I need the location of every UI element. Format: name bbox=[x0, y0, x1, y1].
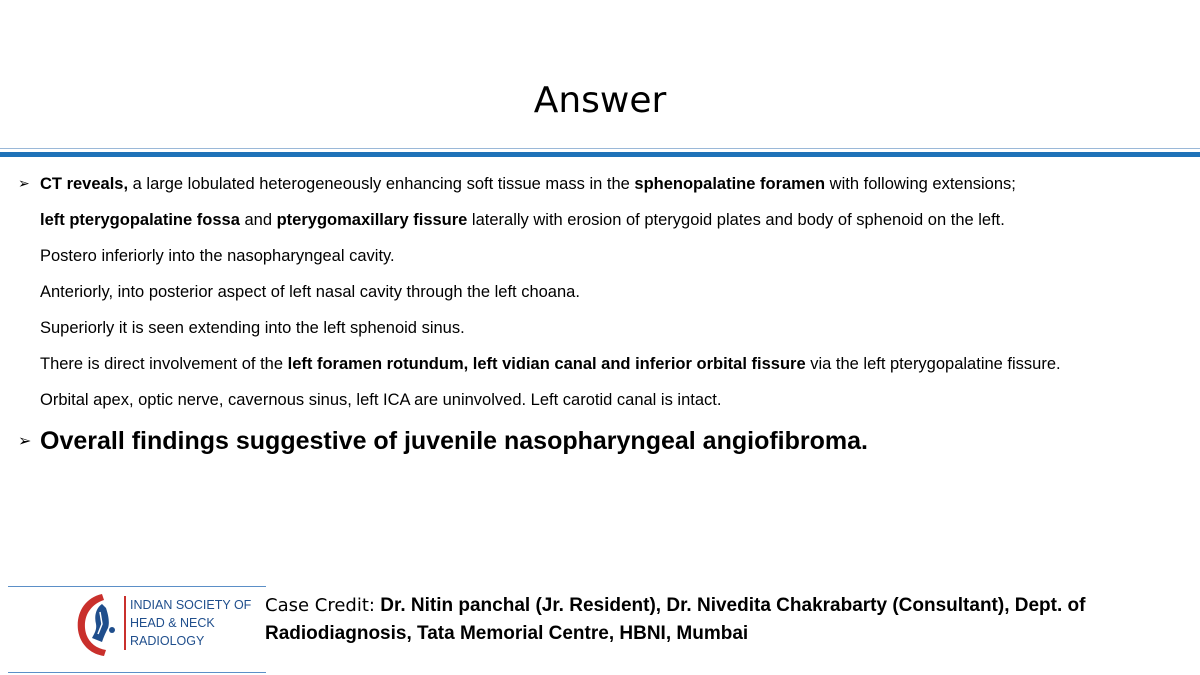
case-credit bbox=[265, 592, 1185, 648]
logo-line-3: RADIOLOGY bbox=[130, 634, 205, 648]
arrow-bullet-icon: ➢ bbox=[18, 176, 30, 192]
logo-line-2: HEAD & NECK bbox=[130, 616, 215, 630]
findings-line-3: Postero inferiorly into the nasopharyngeal cavity. bbox=[40, 247, 395, 265]
conclusion-bullet bbox=[18, 426, 1193, 456]
ct-reveals-label: CT reveals, bbox=[40, 175, 129, 193]
footer-divider-top bbox=[8, 586, 266, 587]
conclusion-text: Overall findings suggestive of juvenile nasopharyngeal angiofibroma. bbox=[40, 427, 868, 455]
findings-line-2: left pterygopalatine fossa and pterygomaxillary fissure laterally with erosion of pterygoid plates and body of sphenoid on the left. bbox=[40, 211, 1005, 229]
title-divider-thin bbox=[0, 148, 1200, 149]
case-credit-label: Case Credit: bbox=[265, 595, 375, 616]
findings-line-5: Superiorly it is seen extending into the left sphenoid sinus. bbox=[40, 319, 465, 337]
findings-line-6: There is direct involvement of the left foramen rotundum, left vidian canal and inferior orbital fissure via the left pterygopalatine fissure. bbox=[40, 355, 1061, 373]
findings-list bbox=[18, 172, 1193, 456]
society-logo bbox=[72, 590, 262, 660]
findings-line-7: Orbital apex, optic nerve, cavernous sinus, left ICA are uninvolved. Left carotid canal is intact. bbox=[40, 391, 722, 409]
logo-text bbox=[124, 596, 251, 650]
slide-title: Answer bbox=[533, 80, 667, 121]
logo-line-1: INDIAN SOCIETY OF bbox=[130, 598, 252, 612]
findings-line-4: Anteriorly, into posterior aspect of left nasal cavity through the left choana. bbox=[40, 283, 580, 301]
findings-bullet bbox=[18, 172, 1193, 208]
title-divider bbox=[0, 152, 1200, 157]
footer-divider-bottom bbox=[8, 672, 266, 673]
head-neck-profile-icon bbox=[72, 590, 124, 660]
arrow-bullet-icon: ➢ bbox=[18, 431, 32, 450]
case-credit-body: Dr. Nitin panchal (Jr. Resident), Dr. Nivedita Chakrabarty (Consultant), Dept. of Radiodiagnosis, Tata Memorial Centre, HBNI, Mumbai bbox=[265, 595, 1086, 644]
findings-line-1: CT reveals, a large lobulated heterogeneously enhancing soft tissue mass in the sphenopalatine foramen with following extensions; bbox=[40, 175, 1016, 193]
